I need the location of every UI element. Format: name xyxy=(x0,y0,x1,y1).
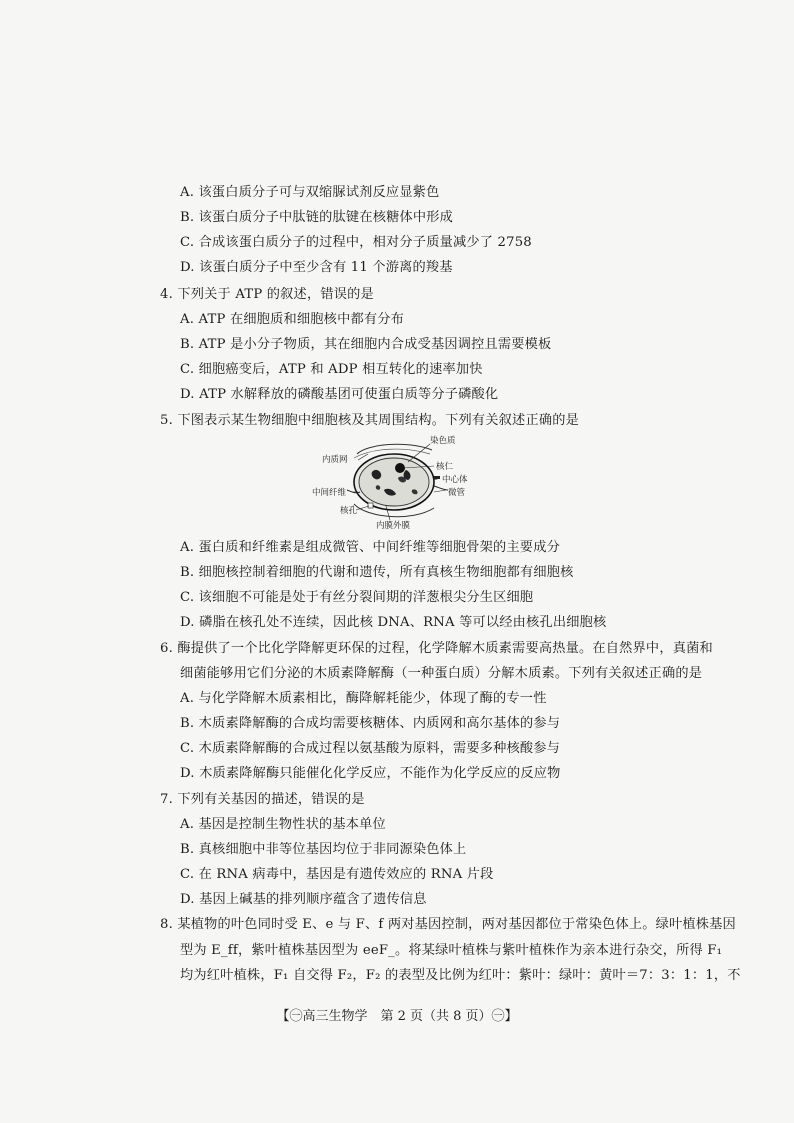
q4-option-c: C. 细胞癌变后，ATP 和 ADP 相互转化的速率加快 xyxy=(180,362,483,377)
q8-stem-line1: 8. 某植物的叶色同时受 E、e 与 F、f 两对基因控制，两对基因都位于常染色体上。绿叶植株基因 xyxy=(160,917,736,932)
q7-stem: 7. 下列有关基因的描述，错误的是 xyxy=(160,792,365,807)
q7-option-a: A. 基因是控制生物性状的基本单位 xyxy=(180,817,386,832)
q5-stem: 5. 下图表示某生物细胞中细胞核及其周围结构。下列有关叙述正确的是 xyxy=(160,413,579,428)
label-membrane: 内膜外膜 xyxy=(376,521,411,531)
q4-stem: 4. 下列关于 ATP 的叙述，错误的是 xyxy=(160,287,374,302)
page-footer: 【㊀高三生物学 第 2 页（共 8 页）㊀】 xyxy=(276,1009,518,1024)
q3-option-b: B. 该蛋白质分子中肽链的肽键在核糖体中形成 xyxy=(180,210,454,225)
q3-option-c: C. 合成该蛋白质分子的过程中，相对分子质量减少了 2758 xyxy=(180,235,532,250)
q3-option-d: D. 该蛋白质分子中至少含有 11 个游离的羧基 xyxy=(180,260,453,275)
q6-option-c: C. 木质素降解酶的合成过程以氨基酸为原料，需要多种核酸参与 xyxy=(180,741,561,756)
q8-stem-line2: 型为 E_ff，紫叶植株基因型为 eeF_。将某绿叶植株与紫叶植株作为亲本进行杂交，所得 F₁ xyxy=(180,943,723,958)
q8-stem-line3: 均为红叶植株，F₁ 自交得 F₂，F₂ 的表型及比例为红叶：紫叶：绿叶：黄叶＝7：3：1：1，不 xyxy=(180,968,741,983)
q6-stem-line1: 6. 酶提供了一个比化学降解更环保的过程，化学降解木质素需要高热量。在自然界中，真菌和 xyxy=(160,641,713,656)
label-intermediate-fiber: 中间纤维 xyxy=(312,488,347,498)
q7-option-c: C. 在 RNA 病毒中，基因是有遗传效应的 RNA 片段 xyxy=(180,867,494,882)
q4-option-a: A. ATP 在细胞质和细胞核中都有分布 xyxy=(180,312,405,327)
q5-option-c: C. 该细胞不可能是处于有丝分裂间期的洋葱根尖分生区细胞 xyxy=(180,590,534,605)
q5-option-a: A. 蛋白质和纤维素是组成微管、中间纤维等细胞骨架的主要成分 xyxy=(180,540,560,555)
q4-option-b: B. ATP 是小分子物质，其在细胞内合成受基因调控且需要模板 xyxy=(180,337,552,352)
q7-option-d: D. 基因上碱基的排列顺序蕴含了遗传信息 xyxy=(180,892,427,907)
nucleus-diagram xyxy=(312,432,492,532)
q5-option-d: D. 磷脂在核孔处不连续，因此核 DNA、RNA 等可以经由核孔出细胞核 xyxy=(180,615,607,630)
label-chromatin: 染色质 xyxy=(430,436,456,446)
q6-stem-line2: 细菌能够用它们分泌的木质素降解酶（一种蛋白质）分解木质素。下列有关叙述正确的是 xyxy=(180,666,703,681)
q6-option-d: D. 木质素降解酶只能催化化学反应，不能作为化学反应的反应物 xyxy=(180,766,561,781)
nucleus-diagram-svg xyxy=(312,432,492,532)
label-microtubule: 微管 xyxy=(448,488,466,498)
q6-option-b: B. 木质素降解酶的合成均需要核糖体、内质网和高尔基体的参与 xyxy=(180,716,561,731)
label-centriole: 中心体 xyxy=(442,475,468,485)
q4-option-d: D. ATP 水解释放的磷酸基团可使蛋白质等分子磷酸化 xyxy=(180,387,499,402)
q6-option-a: A. 与化学降解木质素相比，酶降解耗能少，体现了酶的专一性 xyxy=(180,691,547,706)
label-nuclear-pore: 核孔 xyxy=(340,506,358,516)
q3-option-a: A. 该蛋白质分子可与双缩脲试剂反应显紫色 xyxy=(180,185,440,200)
label-er: 内质网 xyxy=(322,455,348,465)
q7-option-b: B. 真核细胞中非等位基因均位于非同源染色体上 xyxy=(180,842,467,857)
q5-option-b: B. 细胞核控制着细胞的代谢和遗传，所有真核生物细胞都有细胞核 xyxy=(180,565,574,580)
label-nucleolus: 核仁 xyxy=(436,462,454,472)
